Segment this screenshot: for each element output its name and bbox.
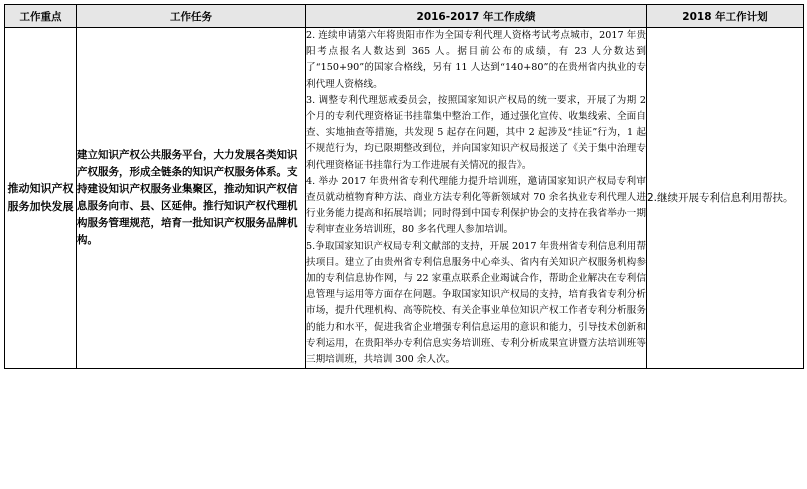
task-cell: 建立知识产权公共服务平台，大力发展各类知识产权服务，形成全链条的知识产权服务体系。支持建设知识产权服务业集聚区，推动知识产权信息服务向市、县、区延伸。推行知识产权代理机构服务管理规范，培育一批知识产权服务品牌机构。 — [77, 28, 306, 369]
table-row — [5, 28, 804, 369]
result-item: 3. 调整专利代理惩戒委员会，按照国家知识产权局的统一要求，开展了为期 2 个月的专利代理资格证书挂靠集中整治工作，通过强化宣传、收集线索、全面自查、实地抽查等措施，共发现 5 起存在问题，其中 2 起涉及“挂证”行为，1 起不规范行为，均已限期整改到位，并向国家知识产权局报送了《关于集中治理专利代理资格证书挂靠行为工作进展有关情况的报告》。 — [306, 94, 646, 171]
work-plan-table — [4, 4, 804, 369]
table-header-row — [5, 5, 804, 28]
result-item: 2. 连续申请第六年将贵阳市作为全国专利代理人资格考试考点城市，2017 年贵阳考点报名人数达到 365 人。据目前公布的成绩，有 23 人分数达到了“150+90”的国家合格线，另有 11 人达到“140+80”的在贵州省内执业的专利代理人资格线。 — [306, 30, 646, 90]
focus-cell: 推动知识产权服务加快发展 — [5, 28, 77, 369]
header-plan: 2018 年工作计划 — [647, 5, 804, 28]
header-focus: 工作重点 — [5, 5, 77, 28]
plan-cell: 2.继续开展专利信息利用帮扶。 — [647, 28, 804, 369]
result-item: 4. 举办 2017 年贵州省专利代理能力提升培训班，邀请国家知识产权局专利审查员就动植物育种方法、商业方法专利化等新领域对 70 余名执业专利代理人进行业务能力提高和拓展培训；同时得到中国专利保护协会的支持在我省举办一期专利审查业务培训班，80 多名代理人参加培训。 — [306, 175, 646, 236]
header-task: 工作任务 — [77, 5, 306, 28]
header-results: 2016-2017 年工作成绩 — [306, 5, 647, 28]
result-item: 5.争取国家知识产权局专利文献部的支持，开展 2017 年贵州省专利信息利用帮扶项目。建立了由贵州省专利信息服务中心牵头、省内有关知识产权服务机构参加的专利信息协作网，与 22 家重点联系企业竭诚合作，帮助企业解决在专利信息管理与运用等方面存在问题。争取国家知识产权局的支持，培育我省专利分析市场，提升代理机构、高等院校、有关企事业单位知识产权工作者专利分析服务的能力和水平，促进我省企业增强专利信息运用的意识和能力，引导技术创新和专利运用，在贵阳举办专利信息实务培训班、专利分析成果宣讲暨方法培训班等三期培训班，共培训 300 余人次。 — [306, 240, 646, 366]
results-cell — [306, 28, 647, 369]
